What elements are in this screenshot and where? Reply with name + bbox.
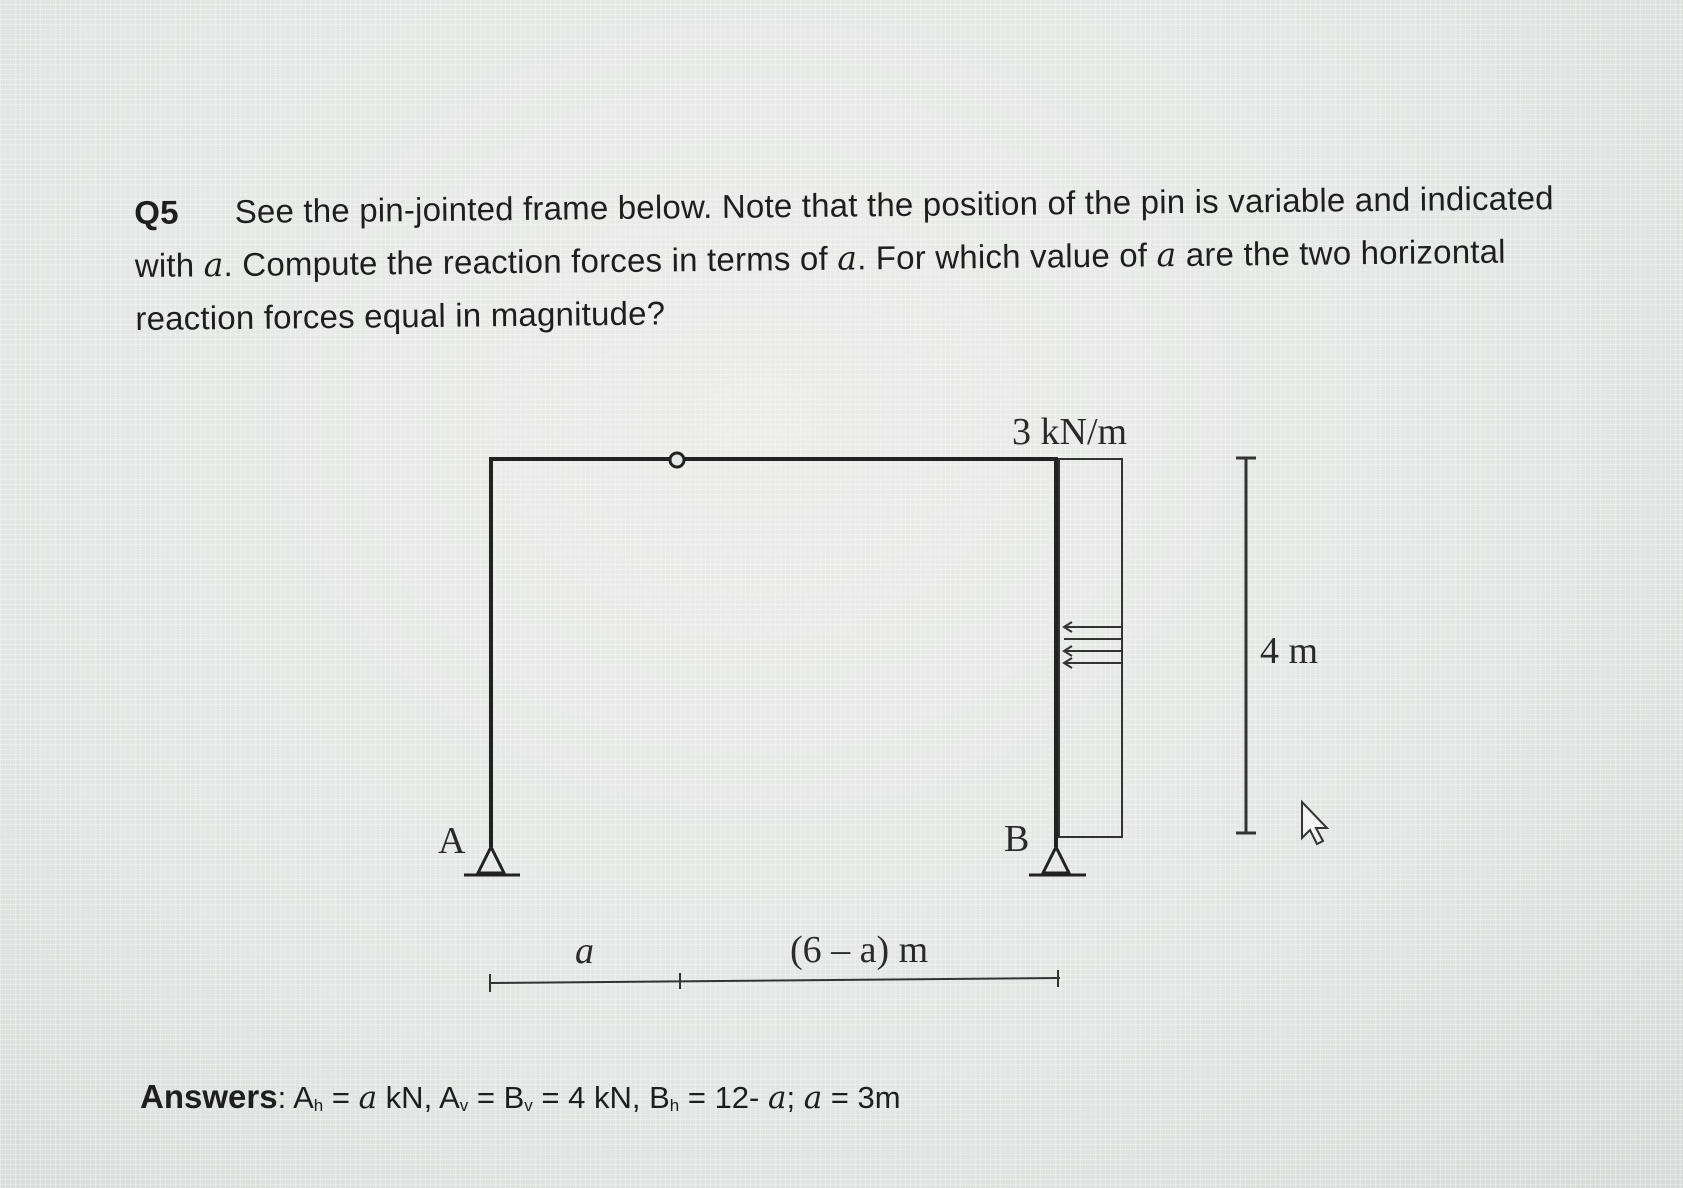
question-text-part-1: See the pin-jointed frame below. Note that the position of the pin is variable and indicated with: [134, 179, 1554, 284]
variable-a: a: [203, 245, 224, 285]
final-variable: a: [803, 1080, 823, 1116]
ah-symbol: A: [293, 1080, 314, 1115]
bh-symbol: B: [649, 1080, 670, 1115]
distributed-load: [1059, 459, 1122, 837]
support-a: [464, 847, 520, 875]
av-symbol: A: [439, 1080, 460, 1115]
final-value: = 3m: [822, 1080, 901, 1115]
question-text-part-3: . For which value of: [856, 236, 1157, 277]
answers-separator: ;: [786, 1080, 804, 1115]
bh-variable: a: [767, 1080, 787, 1116]
bh-subscript: h: [669, 1096, 680, 1115]
load-arrows: [1064, 622, 1121, 668]
variable-a: a: [1156, 235, 1177, 275]
answers-line: Answers: Ah = a kN, Av = Bv = 4 kN, Bh = 12- a; a = 3m: [140, 1078, 901, 1116]
support-a-label: A: [438, 820, 466, 862]
question-text-part-2: . Compute the reaction forces in terms of: [223, 239, 838, 284]
bv-value: = 4 kN,: [532, 1080, 650, 1115]
support-b: [1029, 847, 1086, 875]
av-subscript: v: [459, 1096, 469, 1115]
frame-structure: [489, 457, 1058, 847]
question-text-part-4: are the two horizontal reaction forces equal in magnitude?: [135, 232, 1506, 337]
dim-rest-label: (6 – a) m: [790, 929, 929, 971]
pin-joint: [670, 453, 684, 467]
height-label: 4 m: [1260, 630, 1319, 672]
bh-value: = 12-: [679, 1080, 768, 1115]
dim-a-label: a: [575, 930, 594, 972]
ah-unit: kN,: [377, 1080, 440, 1115]
ah-eq: =: [323, 1080, 359, 1115]
ah-variable: a: [358, 1080, 378, 1116]
answers-label: Answers: [140, 1078, 278, 1115]
mouse-cursor-icon: [1302, 802, 1327, 844]
load-label: 3 kN/m: [1012, 411, 1128, 453]
bv-symbol: = B: [468, 1080, 525, 1115]
variable-a: a: [836, 238, 858, 278]
question-number: Q5: [134, 193, 179, 231]
bv-subscript: v: [524, 1096, 533, 1115]
ah-subscript: h: [313, 1096, 324, 1115]
span-dimension: [490, 970, 1060, 992]
support-b-label: B: [1004, 818, 1030, 860]
height-dimension: [1236, 458, 1256, 833]
